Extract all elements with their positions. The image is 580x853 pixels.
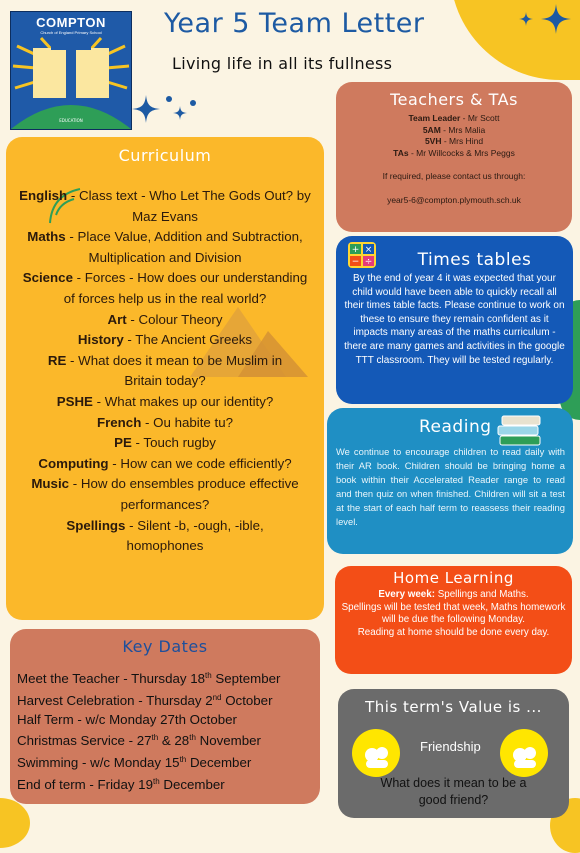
contact-email[interactable]: year5-6@compton.plymouth.sch.uk <box>387 194 521 205</box>
logo-emblem-icon <box>11 36 131 129</box>
reading-heading: Reading <box>419 417 492 437</box>
sparkle-icon <box>541 4 571 34</box>
term-value-question: What does it mean to be a good friend? <box>380 776 527 807</box>
school-logo <box>10 11 132 130</box>
term-value-word: Friendship <box>420 739 481 754</box>
books-icon <box>496 412 544 446</box>
list-item: Swimming - w/c Monday 15th December <box>17 755 252 771</box>
times-tables-heading: Times tables <box>417 250 532 270</box>
logo-school-name: COMPTON <box>36 15 106 30</box>
list-item: PSHE - What makes up our identity? <box>56 393 274 409</box>
decor-blob-bottom-left <box>0 798 30 848</box>
svg-text:EDUCATION: EDUCATION <box>59 118 83 123</box>
times-tables-body: By the end of year 4 it was expected that your child would have been able to quickly recall all their times table facts. Please continue to work on these to ensure they remain confident as it impacts many areas of the maths curriculum - there are many games and activities in the google TTT classroom. They will be tested regularly. <box>344 273 565 366</box>
list-item: Computing - How can we code efficiently? <box>38 455 292 471</box>
term-value-heading: This term's Value is ... <box>365 698 542 716</box>
list-item: History - The Ancient Greeks <box>77 332 253 348</box>
home-learning-body: Every week: Spellings and Maths. Spellings will be tested that week, Maths homework will be due the following Monday. Reading at home should be done every day. <box>341 589 566 638</box>
decor-dot <box>166 96 172 102</box>
teachers-body <box>336 113 572 206</box>
list-item: French - Ou habite tu? <box>96 414 233 430</box>
decor-dot <box>190 100 196 106</box>
sparkle-icon <box>519 12 533 26</box>
key-dates-list <box>10 667 320 795</box>
contact-text: If required, please contact us through: <box>382 171 526 181</box>
teacher-row: 5AM - Mrs Malia <box>422 124 486 135</box>
list-item: PE - Touch rugby <box>114 435 216 451</box>
list-item: Science - Forces - How does our understanding of forces help us in the real world? <box>22 270 308 306</box>
teachers-card <box>336 82 572 232</box>
list-item: Spellings - Silent -b, -ough, -ible, homophones <box>66 517 264 554</box>
home-learning-card <box>335 566 572 674</box>
list-item: Harvest Celebration - Thursday 2nd October <box>17 692 273 708</box>
sparkle-icon <box>173 106 187 120</box>
friendship-badge-icon <box>500 729 548 777</box>
logo-school-subtitle: Church of England Primary School <box>40 30 102 35</box>
home-learning-heading: Home Learning <box>393 569 514 587</box>
teachers-heading: Teachers & TAs <box>390 90 518 109</box>
list-item: Half Term - w/c Monday 27th October <box>17 711 237 727</box>
teacher-row: 5VH - Mrs Hind <box>424 136 484 146</box>
teacher-row: TAs - Mr Willcocks & Mrs Peggs <box>393 147 515 158</box>
school-motto: Living life in all its fullness <box>172 54 393 73</box>
curriculum-heading: Curriculum <box>118 146 212 165</box>
teacher-row: Team Leader - Mr Scott <box>408 113 500 123</box>
svg-text:÷: ÷ <box>364 257 373 267</box>
list-item: Music - How do ensembles produce effective performances? <box>31 476 299 512</box>
list-item: Art - Colour Theory <box>107 311 223 327</box>
sparkle-icon <box>132 95 160 123</box>
svg-text:+: + <box>351 245 360 255</box>
list-item: Christmas Service - 27th & 28th November <box>17 733 261 749</box>
svg-text:−: − <box>351 257 360 267</box>
friendship-badge-icon <box>352 729 400 777</box>
list-item: RE - What does it mean to be Muslim in Britain today? <box>47 352 283 389</box>
curriculum-list <box>6 186 324 557</box>
calculator-icon <box>348 242 376 268</box>
curriculum-card <box>6 137 324 620</box>
svg-text:×: × <box>364 245 373 255</box>
reading-body: We continue to encourage children to read daily with their AR book. Children should be bringing home a book within their Accelerated Reader range to read and then quiz on when finished. Children will sit a test at the start of each half term to reassess their reading level. <box>336 446 565 527</box>
list-item: Maths - Place Value, Addition and Subtraction, Multiplication and Division <box>27 229 303 265</box>
list-item: End of term - Friday 19th December <box>17 776 225 792</box>
key-dates-heading: Key Dates <box>122 637 208 656</box>
list-item: Meet the Teacher - Thursday 18th September <box>17 671 281 686</box>
page-title: Year 5 Team Letter <box>164 8 425 39</box>
list-item: English - Class text - Who Let The Gods Out? by Maz Evans <box>19 188 311 224</box>
key-dates-card <box>10 629 320 804</box>
term-value-card <box>338 689 569 818</box>
